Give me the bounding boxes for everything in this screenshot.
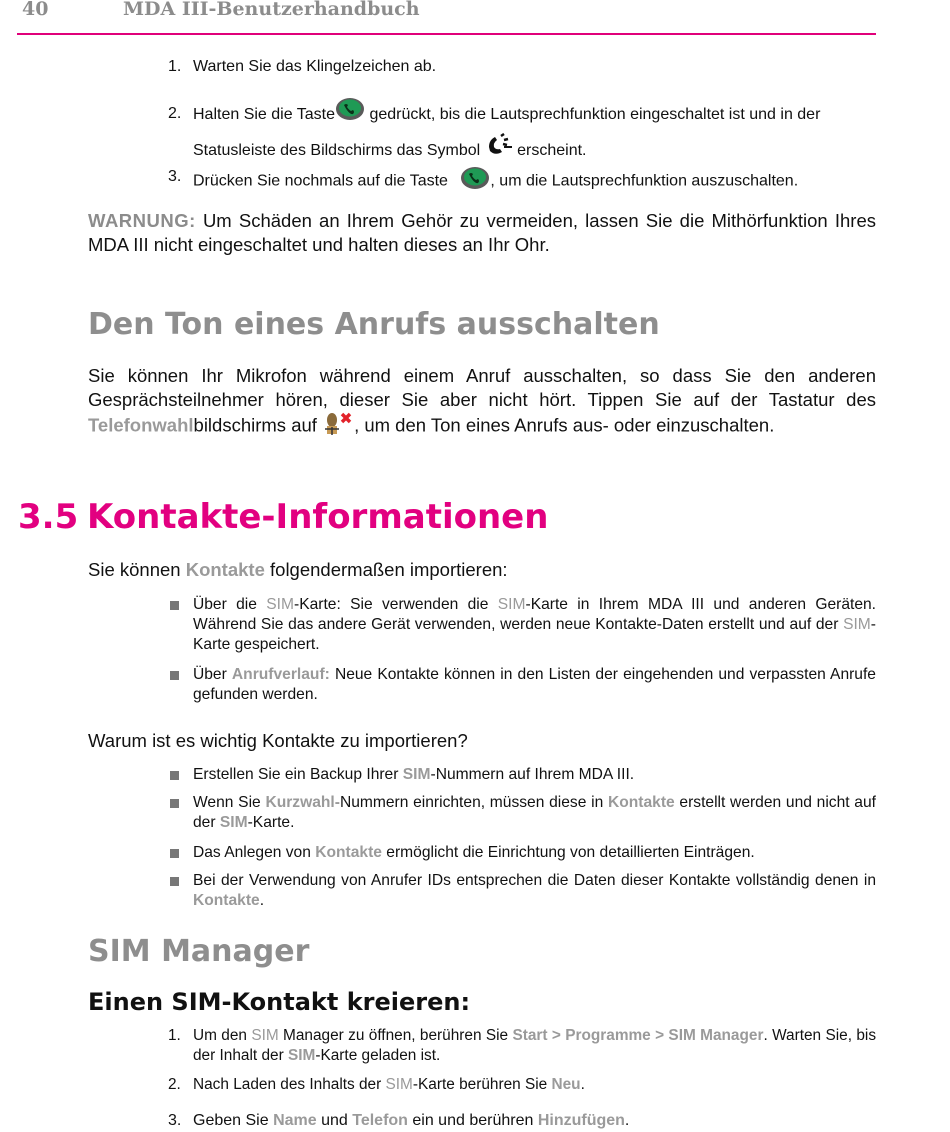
- step-text: .: [624, 1112, 630, 1129]
- step-number: 2.: [168, 1076, 181, 1093]
- step-text: erscheint.: [512, 142, 587, 160]
- paragraph-text: Sie können: [88, 559, 186, 580]
- kontakte-term: Kontakte: [315, 844, 382, 861]
- bullet-square: [170, 771, 179, 780]
- name-term: Name: [273, 1112, 317, 1129]
- bullet-text: Über die: [193, 596, 267, 613]
- speakerphone-icon: [485, 133, 513, 169]
- bullet-text: Wenn Sie: [193, 794, 266, 811]
- bullet-text: Über: [193, 666, 232, 683]
- bullet-text: -Karte.: [247, 814, 295, 831]
- step-number: 2.: [168, 105, 182, 122]
- mute-paragraph: [88, 364, 876, 443]
- step-text: Statusleiste des Bildschirms das Symbol: [193, 142, 481, 160]
- step-text: Warten Sie das Klingelzeichen ab.: [193, 58, 437, 75]
- step-text: . Warten Sie, bis der Inhalt der: [193, 1027, 877, 1064]
- header-rule: [17, 33, 876, 35]
- green-phone-button-icon: [335, 97, 365, 133]
- microphone-mute-icon: [322, 411, 354, 443]
- kontakte-term: Kontakte: [607, 794, 675, 811]
- subheading-sim-contact: Einen SIM-Kontakt kreieren:: [88, 988, 471, 1016]
- bullet-square: [170, 849, 179, 858]
- bullet-text: erstellt werden und nicht auf der: [193, 794, 876, 831]
- telefon-term: Telefon: [352, 1112, 408, 1129]
- bullet-text: -Karte gespeichert.: [193, 616, 876, 653]
- paragraph-text: , um den Ton eines Anrufs aus- oder einzuschalten.: [354, 414, 775, 436]
- step-text: Manager zu öffnen, berühren Sie: [278, 1027, 513, 1044]
- step-text: .: [580, 1076, 585, 1093]
- hinzufuegen-term: Hinzufügen: [537, 1112, 625, 1129]
- section-heading-sim-manager: SIM Manager: [88, 934, 310, 969]
- step-number: 1.: [168, 1027, 181, 1044]
- paragraph-text: bildschirms auf: [193, 414, 317, 436]
- bullet-text: -Karte in Ihrem MDA III und anderen Geräten. Während Sie das andere Gerät verwenden, werden neue Kontakte-Daten erstellt und auf der: [193, 596, 877, 633]
- anrufverlauf-term: Anrufverlauf:: [231, 666, 330, 683]
- sim-term: SIM: [385, 1076, 413, 1093]
- bullet-text: ermöglicht die Einrichtung von detaillierten Einträgen.: [381, 844, 755, 861]
- step-text: Um den: [193, 1027, 252, 1044]
- kontakte-term: Kontakte: [193, 892, 260, 909]
- kontakte-term: Kontakte: [185, 559, 265, 580]
- step-text: Nach Laden des Inhalts der: [193, 1076, 386, 1093]
- page-number: 40: [22, 0, 49, 20]
- sim-term: SIM: [266, 596, 295, 613]
- bullet-square: [170, 799, 179, 808]
- step-text: ein und berühren: [407, 1112, 538, 1129]
- step-number: 3.: [168, 168, 182, 185]
- menu-path: Start > Programme > SIM Manager: [512, 1027, 764, 1044]
- step-text: Drücken Sie nochmals auf die Taste: [193, 172, 448, 190]
- step-text: -Karte geladen ist.: [315, 1047, 441, 1064]
- kurzwahl-term: Kurzwahl-: [265, 794, 340, 811]
- step-text: gedrückt, bis die Lautsprechfunktion eingeschaltet ist und in der: [365, 106, 821, 124]
- bullet-text: -Karte: Sie verwenden die: [294, 596, 498, 613]
- step-text: -Karte berühren Sie: [412, 1076, 552, 1093]
- bullet-text: Das Anlegen von: [193, 844, 316, 861]
- bullet-square: [170, 671, 179, 680]
- bullet-square: [170, 601, 179, 610]
- paragraph-text: Sie können Ihr Mikrofon während einem Anruf ausschalten, so dass Sie den anderen Gesprächsteilnehmer hören, dieser Sie aber nicht hört. Tippen Sie auf der Tastatur des: [88, 365, 876, 410]
- sim-term: SIM: [287, 1047, 316, 1064]
- warning-paragraph: [88, 209, 876, 256]
- step-text: Halten Sie die Taste: [193, 106, 336, 124]
- section-heading-mute: Den Ton eines Anrufs ausschalten: [88, 307, 660, 342]
- step-number: 1.: [168, 58, 182, 75]
- step-text: und: [316, 1112, 353, 1129]
- bullet-text: Nummern einrichten, müssen diese in: [339, 794, 608, 811]
- contacts-intro: [88, 558, 876, 582]
- sim-term: SIM: [219, 814, 248, 831]
- step-number: 3.: [168, 1112, 182, 1129]
- neu-term: Neu: [551, 1076, 581, 1093]
- green-phone-button-icon: [460, 166, 490, 197]
- step-text: , um die Lautsprechfunktion auszuschalten.: [490, 172, 799, 190]
- bullet-text: -Nummern auf Ihrem MDA III.: [430, 766, 635, 783]
- sim-term: SIM: [843, 616, 871, 633]
- bullet-text: Bei der Verwendung von Anrufer IDs entsprechen die Daten dieser Kontakte vollständig denen in: [193, 872, 876, 889]
- sim-term: SIM: [497, 596, 526, 613]
- telefonwahl-term: Telefonwahl: [88, 414, 194, 436]
- warning-label: WARNUNG:: [88, 210, 196, 231]
- why-question: Warum ist es wichtig Kontakte zu importieren?: [88, 730, 468, 751]
- step-text: Geben Sie: [193, 1112, 274, 1129]
- sim-term: SIM: [402, 766, 431, 783]
- bullet-text: .: [259, 892, 265, 909]
- bullet-square: [170, 877, 179, 886]
- warning-text: Um Schäden an Ihrem Gehör zu vermeiden, lassen Sie die Mithörfunktion Ihres MDA III nicht eingeschaltet und halten dieses an Ihr Ohr.: [88, 210, 876, 255]
- sim-term: SIM: [251, 1027, 279, 1044]
- bullet-text: Erstellen Sie ein Backup Ihrer: [193, 766, 403, 783]
- paragraph-text: folgendermaßen importieren:: [264, 559, 508, 580]
- section-number: 3.5: [18, 497, 79, 537]
- section-heading-contacts: Kontakte-Informationen: [87, 497, 549, 537]
- running-header-title: MDA III-Benutzerhandbuch: [123, 0, 420, 20]
- bullet-text: Neue Kontakte können in den Listen der eingehenden und verpassten Anrufe gefunden werden.: [193, 666, 876, 703]
